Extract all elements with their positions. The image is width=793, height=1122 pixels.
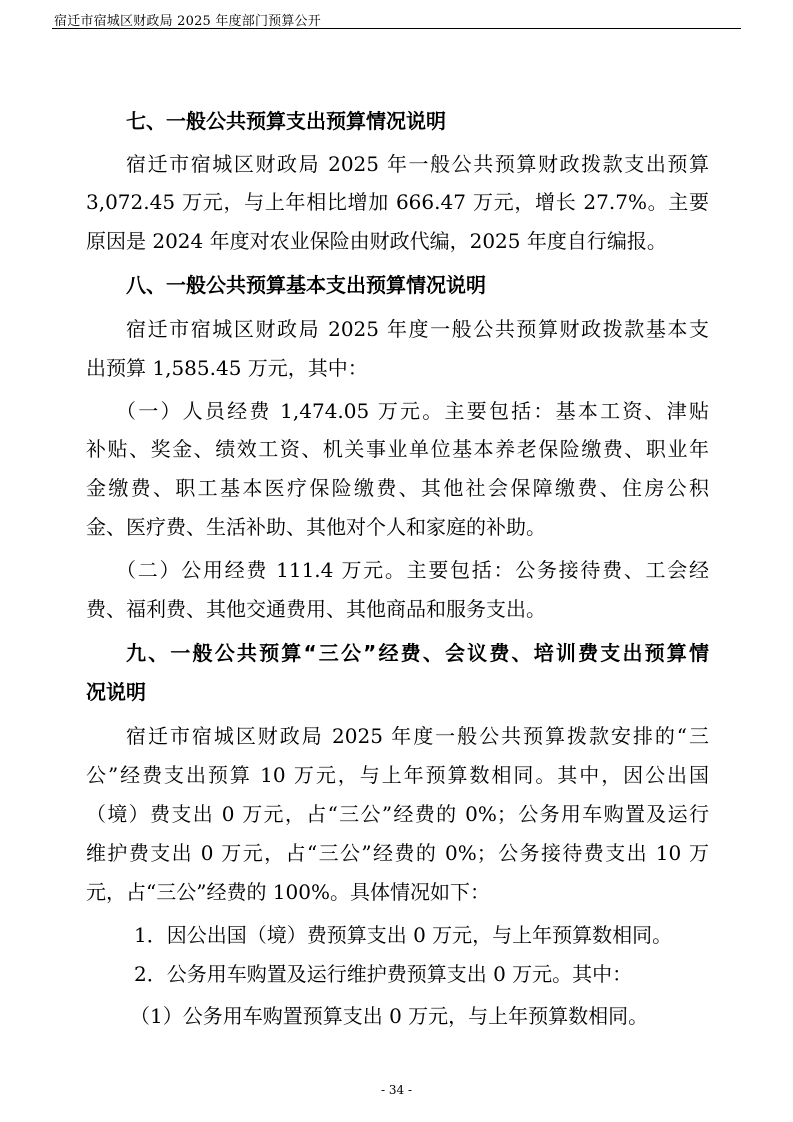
section-9-heading-line-2: 况说明 [86,680,146,704]
section-8-line-1: 宿迁市宿城区财政局 2025 年度一般公共预算财政拨款基本支 [126,317,709,341]
section-9-line-4: 维护费支出 0 万元，占“三公”经费的 0%；公务接待费支出 10 万 [86,841,709,865]
section-8-heading: 八、一般公共预算基本支出预算情况说明 [126,273,486,297]
section-9-line-3: （境）费支出 0 万元，占“三公”经费的 0%；公务用车购置及运行 [86,802,709,826]
header-rule [52,28,741,29]
section-9-line-6: 1．因公出国（境）费预算支出 0 万元，与上年预算数相同。 [134,923,673,947]
section-7-line-1: 宿迁市宿城区财政局 2025 年一般公共预算财政拨款支出预算 [126,152,709,176]
section-8-line-4: 补贴、奖金、绩效工资、机关事业单位基本养老保险缴费、职业年 [86,437,709,461]
section-8-line-7: （二）公用经费 111.4 万元。主要包括：公务接待费、工会经 [116,558,709,582]
section-8-line-3: （一）人员经费 1,474.05 万元。主要包括：基本工资、津贴 [116,399,709,423]
section-9-line-5: 元，占“三公”经费的 100%。具体情况如下： [86,880,490,904]
section-8-line-2: 出预算 1,585.45 万元，其中： [86,356,368,380]
section-8-line-5: 金缴费、职工基本医疗保险缴费、其他社会保障缴费、住房公积 [86,476,709,500]
section-9-heading-line-1: 九、一般公共预算“三公”经费、会议费、培训费支出预算情 [126,641,709,665]
page-number: - 34 - [380,1083,412,1097]
section-7-heading: 七、一般公共预算支出预算情况说明 [126,109,446,133]
section-9-line-7: 2．公务用车购置及运行维护费预算支出 0 万元。其中： [134,962,633,986]
section-7-line-2: 3,072.45 万元，与上年相比增加 666.47 万元，增长 27.7%。主要 [86,190,709,214]
page-header: 宿迁市宿城区财政局 2025 年度部门预算公开 [54,14,321,29]
section-9-line-8: （1）公务用车购置预算支出 0 万元，与上年预算数相同。 [130,1004,649,1028]
section-9-line-2: 公”经费支出预算 10 万元，与上年预算数相同。其中，因公出国 [86,763,709,787]
section-8-line-6: 金、医疗费、生活补助、其他对个人和家庭的补助。 [86,515,546,539]
section-8-line-8: 费、福利费、其他交通费用、其他商品和服务支出。 [86,597,546,621]
section-7-line-3: 原因是 2024 年度对农业保险由财政代编，2025 年度自行编报。 [86,229,667,253]
section-9-line-1: 宿迁市宿城区财政局 2025 年度一般公共预算拨款安排的“三 [126,724,709,748]
